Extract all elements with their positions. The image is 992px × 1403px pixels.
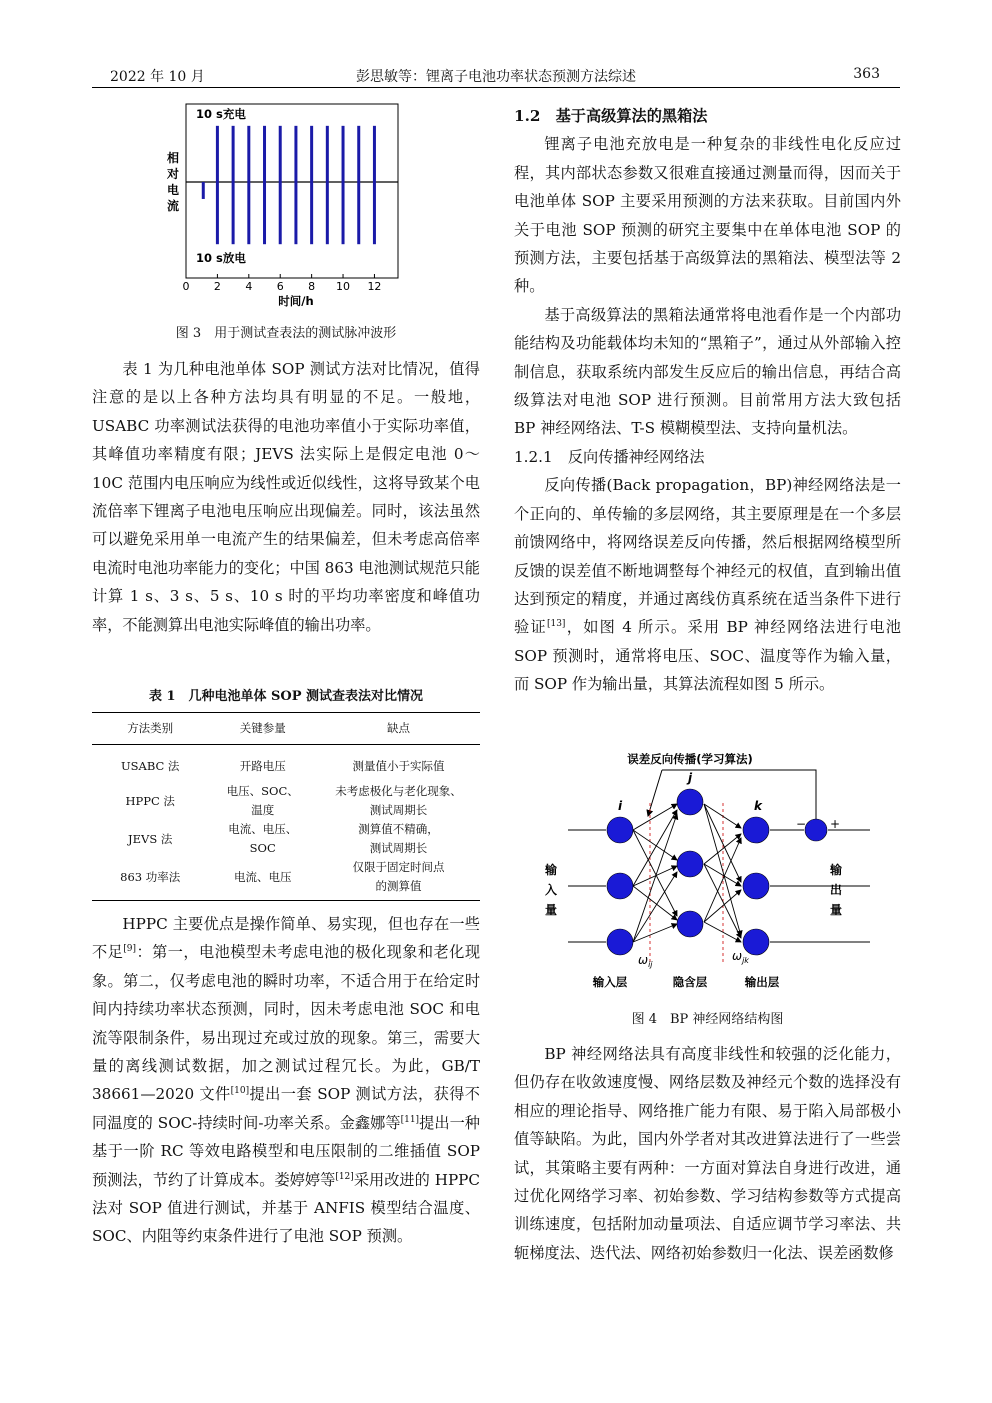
hidden-node bbox=[677, 789, 703, 815]
x-tick-group bbox=[183, 274, 382, 293]
y-label-char: 对 bbox=[167, 167, 180, 181]
citation: [13] bbox=[546, 619, 566, 630]
header-date: 2022 年 10 月 bbox=[110, 69, 205, 85]
paragraph bbox=[514, 471, 901, 698]
y-label-char: 相 bbox=[167, 151, 180, 165]
text-run: 提出一种基于一阶 RC 等效电路模型和电压限制的二维插值 SOP 预测法，节约了计算成本。娄婷婷等 bbox=[92, 1113, 480, 1189]
drawback-cell bbox=[317, 820, 480, 858]
layer-label-hidden: 隐含层 bbox=[672, 975, 708, 989]
paragraph: 锂离子电池充放电是一种复杂的非线性电化反应过程，其内部状态参数又很难直接通过测量而得，因而关于电池单体 SOP 主要采用预测的方法来获取。目前国内外关于电池 SOP 预测的研究主要集中在单体电池 SOP 的预测方法，主要包括基于高级算法的黑箱法、模型法等 2 种。 bbox=[514, 135, 901, 296]
plus-sign: + bbox=[830, 817, 841, 831]
charge-label: 10 s充电 bbox=[196, 107, 246, 121]
header-title: 彭思敏等：锂离子电池功率状态预测方法综述 bbox=[356, 69, 636, 85]
omega-symbol: ω bbox=[732, 949, 743, 963]
figure-3-caption: 图 3 用于测试查表法的测试脉冲波形 bbox=[175, 326, 397, 341]
input-label-char: 入 bbox=[545, 883, 558, 897]
weight-edge bbox=[633, 924, 677, 942]
weight-edge bbox=[633, 872, 677, 942]
drawback-cell bbox=[317, 745, 480, 783]
header-rule bbox=[92, 87, 900, 88]
param-line: 温度 bbox=[251, 803, 275, 817]
table-row bbox=[92, 745, 480, 783]
output-label-char: 输 bbox=[830, 863, 843, 877]
input-node bbox=[607, 817, 633, 843]
right-column-top bbox=[514, 102, 901, 699]
y-label-char: 电 bbox=[167, 183, 180, 197]
drawback-line: 仅限于固定时间点 bbox=[352, 860, 445, 874]
text-run: 反向传播(Back propagation，BP)神经网络法是一个正向的、单传输的多层网络，其主要原理是在一个多层前馈网络中，将网络误差反向传播，然后根据网络模型所反馈的误差值不断地调整每个神经元的权值，直到输出值达到预定的精度，并通过离线仿真系统在适当条件下进行验证 bbox=[514, 476, 901, 637]
table-header-row bbox=[92, 713, 480, 745]
param-cell bbox=[208, 858, 317, 901]
column-header: 缺点 bbox=[317, 713, 480, 745]
input-node bbox=[607, 873, 633, 899]
param-line: 电压、SOC、 bbox=[226, 784, 299, 798]
section-heading-1-2: 1.2 基于高级算法的黑箱法 bbox=[514, 107, 708, 125]
subscript: jk bbox=[742, 956, 749, 965]
output-node bbox=[743, 929, 769, 955]
weight-label-ij bbox=[638, 953, 653, 969]
x-tick-label: 12 bbox=[367, 280, 382, 293]
weight-edge bbox=[633, 804, 677, 830]
figure-4-caption: 图 4 BP 神经网络结构图 bbox=[631, 1012, 784, 1027]
weight-edge bbox=[633, 814, 677, 942]
x-tick-label: 2 bbox=[213, 280, 221, 293]
param-line: 电流、电压、 bbox=[228, 822, 298, 836]
running-header bbox=[92, 64, 900, 86]
pulse-group bbox=[203, 126, 374, 244]
citation: [9] bbox=[123, 944, 137, 955]
text-run: HPPC 主要优点是操作简单、易实现，但也存在一些不足 bbox=[92, 915, 480, 962]
hidden-node bbox=[677, 911, 703, 937]
node-label-i: i bbox=[618, 799, 623, 813]
weight-edge bbox=[704, 838, 741, 922]
citation: [12] bbox=[335, 1171, 354, 1182]
input-label-char: 量 bbox=[545, 903, 558, 917]
weights-ij bbox=[633, 804, 677, 942]
input-label-char: 输 bbox=[545, 863, 558, 877]
y-label-char: 流 bbox=[167, 199, 180, 213]
input-node bbox=[607, 929, 633, 955]
x-tick-label: 8 bbox=[308, 280, 316, 293]
output-node bbox=[743, 817, 769, 843]
drawback-line: 测试周期长 bbox=[369, 803, 428, 817]
figure-4-bp-network bbox=[530, 748, 880, 996]
hidden-node bbox=[677, 851, 703, 877]
param-line: 开路电压 bbox=[239, 759, 286, 773]
layer-label-input: 输入层 bbox=[592, 975, 628, 989]
citation: [10] bbox=[230, 1086, 250, 1097]
param-line: 电流、电压 bbox=[233, 869, 292, 884]
method-cell: JEVS 法 bbox=[128, 831, 173, 846]
text-run: ：第一，电池模型未考虑电池的极化现象和老化现象。第二，仅考虑电池的瞬时功率，不适合用于在给定时间内持续功率状态预测，同时，因未考虑电池 SOC 和电流等限制条件，易出现过充或过放的现象。第三，需要大量的离线测试数据，加之测试过程冗长。为此，GB/T 38661—2020 文件 bbox=[92, 943, 481, 1104]
output-node bbox=[743, 873, 769, 899]
left-column-bottom bbox=[92, 910, 480, 1251]
x-tick-label: 0 bbox=[182, 280, 190, 293]
drawback-line: 的测算值 bbox=[375, 879, 422, 893]
drawback-line: 测量值小于实际值 bbox=[352, 759, 445, 773]
drawback-line: 未考虑极化与老化现象、 bbox=[335, 784, 462, 798]
method-cell: USABC 法 bbox=[120, 759, 180, 773]
x-axis-label: 时间/h bbox=[278, 294, 314, 308]
omega-symbol: ω bbox=[638, 953, 649, 967]
paragraph: BP 神经网络法具有高度非线性和较强的泛化能力，但仍存在收敛速度慢、网络层数及神经元个数的选择没有相应的理论指导、网络推广能力有限、易于陷入局部极小值等缺陷。为此，国内外学者对其改进算法进行了一些尝试，其策略主要有两种：一方面对算法自身进行改进，通过优化网络学习率、初始参数、学习结构参数等方式提高训练速度，包括附加动量项法、自适应调节学习率法、共轭梯度法、迭代法、网络初始参数归一化法、误差函数修 bbox=[514, 1045, 901, 1262]
page-number: 363 bbox=[853, 66, 880, 82]
column-header: 关键参量 bbox=[208, 713, 317, 745]
param-cell bbox=[208, 782, 317, 820]
subscript: ij bbox=[648, 960, 653, 969]
paragraph: 基于高级算法的黑箱法通常将电池看作是一个内部功能结构及功能载体均未知的“黑箱子”，通过从外部输入控制信息，获取系统内部发生反应后的输出信息，再结合高级算法对电池 SOP 进行预测。目前常用方法大致包括 BP 神经网络法、T-S 模糊模型法、支持向量机法。 bbox=[514, 305, 901, 438]
drawback-line: 测算值不精确， bbox=[358, 822, 439, 836]
text-run: 提出一套 SOP 测试方法，获得不同温度的 SOC-持续时间-功率关系。金鑫娜等 bbox=[92, 1085, 480, 1132]
x-tick-label: 6 bbox=[276, 280, 284, 293]
text-run: ，如图 4 所示。采用 BP 神经网络法进行电池 SOP 预测时，通常将电压、SOC、温度等作为输入量，而 SOP 作为输出量，其算法流程如图 5 所示。 bbox=[514, 618, 901, 694]
section-heading-1-2-1: 1.2.1 反向传播神经网络法 bbox=[514, 447, 705, 466]
layer-label-output: 输出层 bbox=[744, 975, 780, 989]
output-label-char: 量 bbox=[830, 903, 843, 917]
output-label-char: 出 bbox=[830, 883, 843, 897]
method-cell: HPPC 法 bbox=[125, 793, 175, 808]
param-cell bbox=[208, 745, 317, 783]
drawback-cell bbox=[317, 858, 480, 901]
method-cell: 863 功率法 bbox=[92, 858, 208, 901]
weight-edge bbox=[704, 834, 741, 864]
paragraph: 表 1 为几种电池单体 SOP 测试方法对比情况，值得注意的是以上各种方法均具有明显的不足。一般地，USABC 功率测试法获得的电池功率值小于实际功率值，其峰值功率精度有限；JEVS 法实际上是假定电池 0～10C 范围内电压响应为线性或近似线性，这将导致某个电流倍率下锂离子电池电压响应出现偏差。同时，该法虽然可以避免采用单一电流产生的结果偏差，但未考虑高倍率电流时电池功率能力的变化；中国 863 电池测试规范只能计算 1 s、3 s、5 s、10 s 时的平均功率密度和峰值功率，不能测算出电池实际峰值的输出功率。 bbox=[92, 360, 480, 634]
weight-edge bbox=[633, 810, 677, 886]
drawback-line: 测试周期长 bbox=[369, 841, 428, 855]
node-label-k: k bbox=[754, 799, 762, 813]
backprop-label: 误差反向传播(学习算法) bbox=[627, 752, 753, 766]
param-line: SOC bbox=[249, 841, 276, 855]
left-column-top bbox=[92, 355, 480, 639]
drawback-cell bbox=[317, 782, 480, 820]
x-tick-label: 10 bbox=[336, 280, 351, 293]
citation: [11] bbox=[400, 1114, 420, 1125]
param-cell bbox=[208, 820, 317, 858]
table-1-title: 表 1 几种电池单体 SOP 测试查表法对比情况 bbox=[148, 689, 424, 704]
table-row bbox=[92, 858, 480, 901]
discharge-label: 10 s放电 bbox=[196, 251, 246, 265]
weights-jk bbox=[704, 804, 741, 942]
weight-edge bbox=[704, 922, 741, 942]
figure-3-pulse-chart bbox=[150, 96, 410, 311]
table-row bbox=[92, 820, 480, 858]
right-column-bottom bbox=[514, 1040, 901, 1267]
minus-sign: − bbox=[796, 817, 807, 831]
table-1 bbox=[92, 712, 480, 901]
x-tick-label: 4 bbox=[245, 280, 253, 293]
error-summing-node bbox=[805, 819, 827, 841]
column-header: 方法类别 bbox=[92, 713, 208, 745]
paragraph bbox=[92, 910, 480, 1251]
text-run: 采用改进的 HPPC 法对 SOP 值进行测试，并基于 ANFIS 模型结合温度、SOC、内阻等约束条件进行了电池 SOP 预测。 bbox=[92, 1170, 480, 1246]
node-label-j: j bbox=[688, 771, 693, 785]
table-row bbox=[92, 782, 480, 820]
